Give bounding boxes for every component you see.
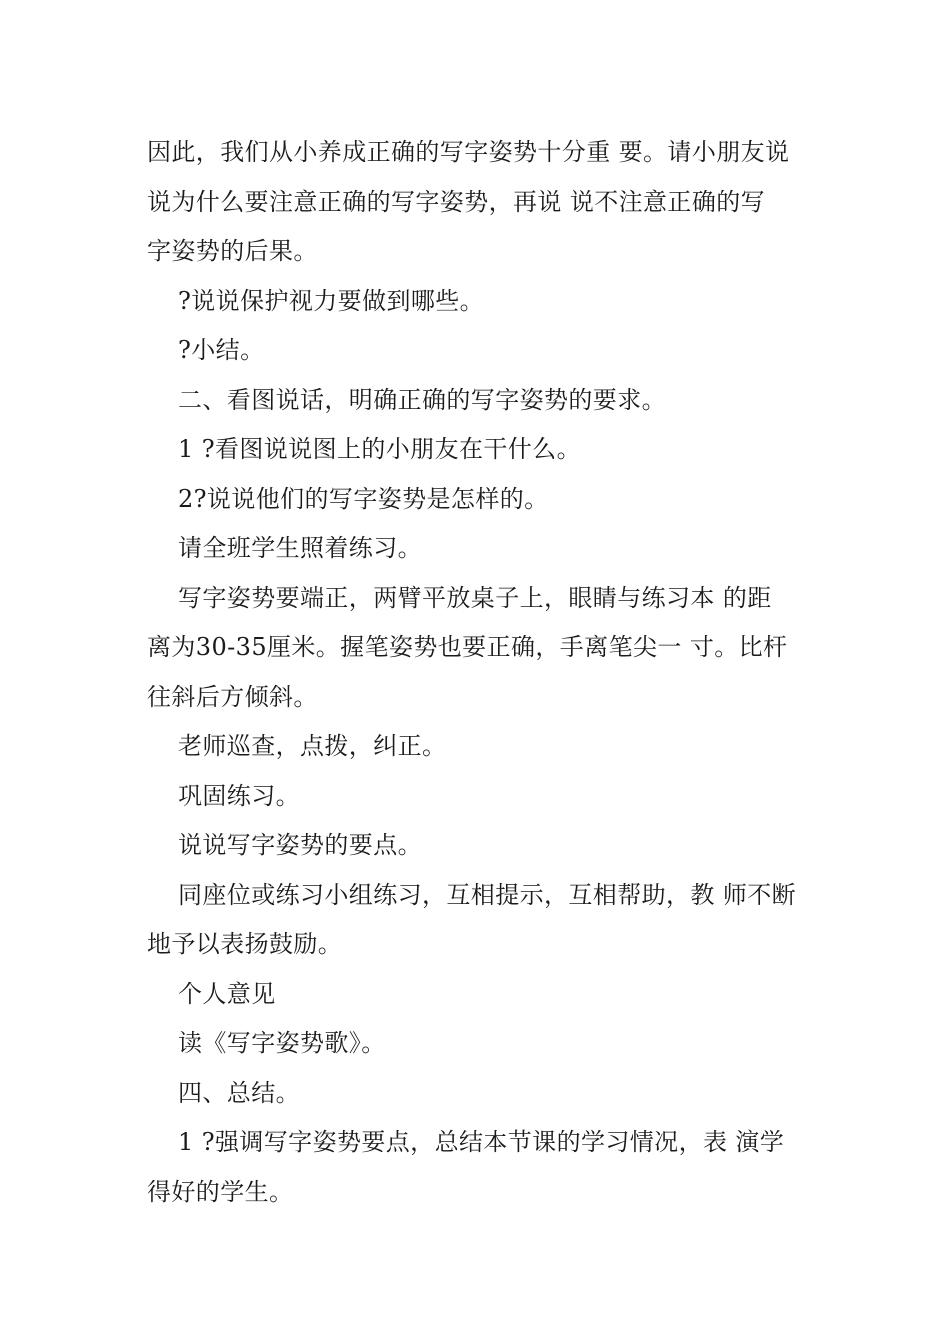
paragraph-line: 因此，我们从小养成正确的写字姿势十分重 要。请小朋友说 [147,138,790,166]
paragraph-line: 说为什么要注意正确的写字姿势，再说 说不注意正确的写 [147,187,766,216]
paragraph-line: ?小结。 [178,336,265,364]
section-heading: 四、总结。 [178,1078,300,1107]
paragraph-line: 个人意见 [178,979,276,1008]
paragraph-line: 说说写字姿势的要点。 [178,831,422,859]
paragraph-line: 地予以表扬鼓励。 [147,930,343,958]
paragraph-line: 得好的学生。 [147,1177,294,1206]
paragraph-line: 2?说说他们的写字姿势是怎样的。 [178,484,549,513]
paragraph-line: 巩固练习。 [178,781,300,810]
document-page [147,128,807,1217]
paragraph-line: 读《写字姿势歌》。 [178,1029,386,1057]
paragraph-line: 离为30-35厘米。握笔姿势也要正确，手离笔尖一 寸。比杆 [147,633,788,661]
paragraph-line: 同座位或练习小组练习，互相提示，互相帮助，教 师不断 [178,880,797,909]
paragraph-line: 字姿势的后果。 [147,237,318,265]
paragraph-line: 1 ?强调写字姿势要点，总结本节课的学习情况，表 演学 [178,1128,785,1156]
paragraph-line: 写字姿势要端正，两臂平放桌子上，眼睛与练习本 的距 [178,583,772,612]
paragraph-line: 1 ?看图说说图上的小朋友在干什么。 [178,435,581,463]
paragraph-line: 请全班学生照着练习。 [178,534,422,562]
paragraph-line: 老师巡查，点拨，纠正。 [178,732,447,760]
section-heading: 二、看图说话，明确正确的写字姿势的要求。 [178,385,666,414]
paragraph-line: ?说说保护视力要做到哪些。 [178,286,485,315]
paragraph-line: 往斜后方倾斜。 [147,682,318,711]
